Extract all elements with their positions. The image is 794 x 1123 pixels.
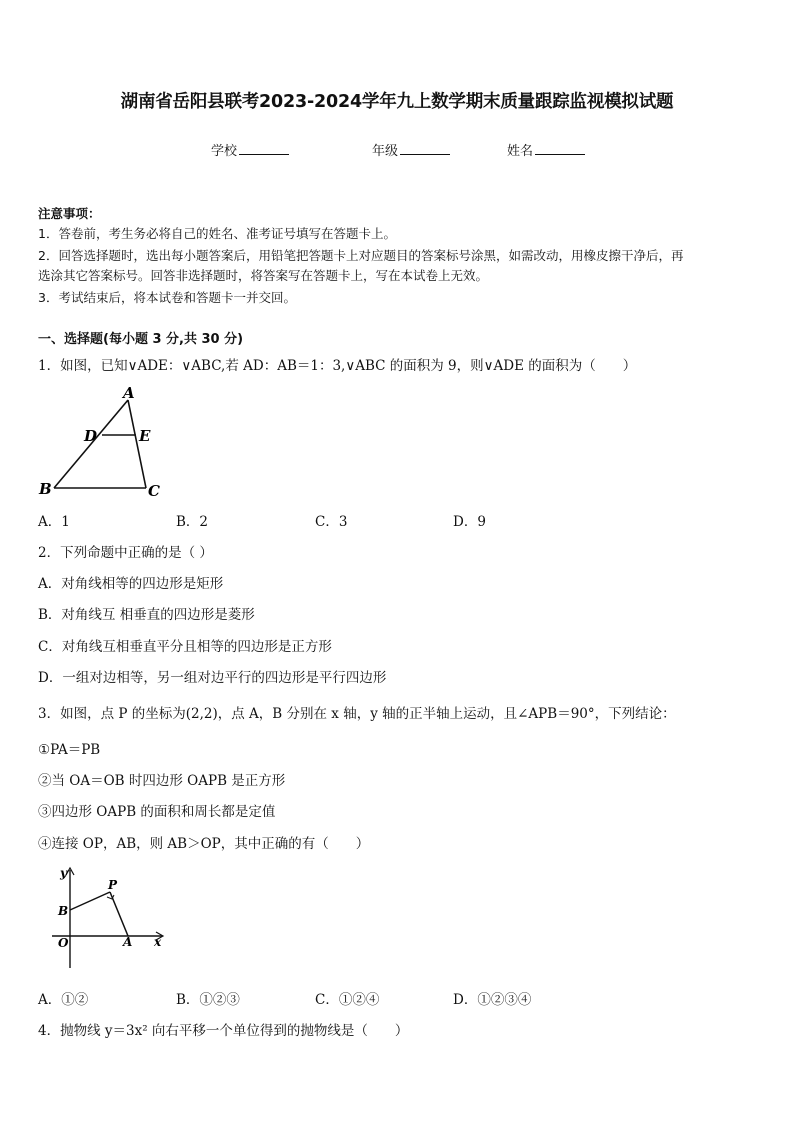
note-item-2: 2．回答选择题时，选出每小题答案后，用铅笔把答题卡上对应题目的答案标号涂黑，如需改动，用橡皮擦干净后，再	[38, 248, 684, 263]
q4-stem: 4．抛物线 y＝3x² 向右平移一个单位得到的抛物线是（ ）	[38, 1023, 409, 1039]
q3-coordinate-figure	[50, 864, 170, 970]
page-title: 湖南省岳阳县联考2023-2024学年九上数学期末质量跟踪监视模拟试题	[120, 92, 674, 112]
label-y: y	[60, 866, 67, 880]
q1-option-d: D．9	[453, 514, 486, 530]
q3-option-a: A．①②	[38, 992, 89, 1008]
school-label: 学校	[211, 144, 238, 159]
label-a: A	[123, 935, 133, 949]
q3-claim-3: ③四边形 OAPB 的面积和周长都是定值	[38, 804, 276, 820]
q3-claim-1: ①PA＝PB	[38, 742, 101, 758]
q3-stem: 3．如图，点 P 的坐标为(2,2)，点 A，B 分别在 x 轴，y 轴的正半轴上运动，且∠APB＝90°，下列结论：	[38, 706, 676, 722]
q3-claim-4: ④连接 OP，AB，则 AB＞OP，其中正确的有（ ）	[38, 836, 370, 852]
q2-stem: 2．下列命题中正确的是（ ）	[38, 545, 213, 561]
grade-blank	[400, 142, 450, 155]
q1-option-a: A．1	[38, 514, 70, 530]
q2-option-d: D．一组对边相等，另一组对边平行的四边形是平行四边形	[38, 670, 387, 686]
q3-option-b: B．①②③	[176, 992, 240, 1008]
note-item-2-cont: 选涂其它答案标号。回答非选择题时，将答案写在答题卡上，写在本试卷上无效。	[38, 268, 489, 283]
name-field	[507, 140, 585, 159]
note-item-1: 1．答卷前，考生务必将自己的姓名、准考证号填写在答题卡上。	[38, 226, 396, 241]
notes-heading: 注意事项：	[38, 206, 101, 221]
label-b: B	[58, 904, 69, 918]
label-e: E	[139, 427, 151, 445]
label-a: A	[123, 384, 135, 402]
grade-field	[372, 140, 450, 159]
section-heading: 一、选择题(每小题 3 分,共 30 分)	[38, 332, 244, 347]
q3-claim-2: ②当 OA＝OB 时四边形 OAPB 是正方形	[38, 773, 286, 789]
school-blank	[239, 142, 289, 155]
q1-option-b: B．2	[176, 514, 209, 530]
label-b: B	[39, 480, 52, 498]
q2-option-c: C．对角线互相垂直平分且相等的四边形是正方形	[38, 639, 332, 655]
note-item-3: 3．考试结束后，将本试卷和答题卡一并交回。	[38, 290, 296, 305]
q3-option-d: D．①②③④	[453, 992, 532, 1008]
school-field	[211, 140, 289, 159]
label-c: C	[148, 482, 160, 500]
name-blank	[535, 142, 585, 155]
q1-stem: 1．如图，已知∨ADE：∨ABC,若 AD：AB＝1：3,∨ABC 的面积为 9，则∨ADE 的面积为（ ）	[38, 358, 637, 374]
segment-pb	[70, 892, 110, 910]
name-label: 姓名	[507, 144, 534, 159]
q2-option-a: A．对角线相等的四边形是矩形	[38, 576, 224, 592]
q1-option-c: C．3	[315, 514, 348, 530]
label-x: x	[154, 935, 162, 949]
label-d: D	[84, 427, 98, 445]
q2-option-b: B．对角线互 相垂直的四边形是菱形	[38, 607, 255, 623]
label-o: O	[58, 936, 69, 950]
label-p: P	[108, 878, 118, 892]
q1-triangle-figure	[34, 384, 174, 502]
grade-label: 年级	[372, 144, 399, 159]
q3-option-c: C．①②④	[315, 992, 380, 1008]
